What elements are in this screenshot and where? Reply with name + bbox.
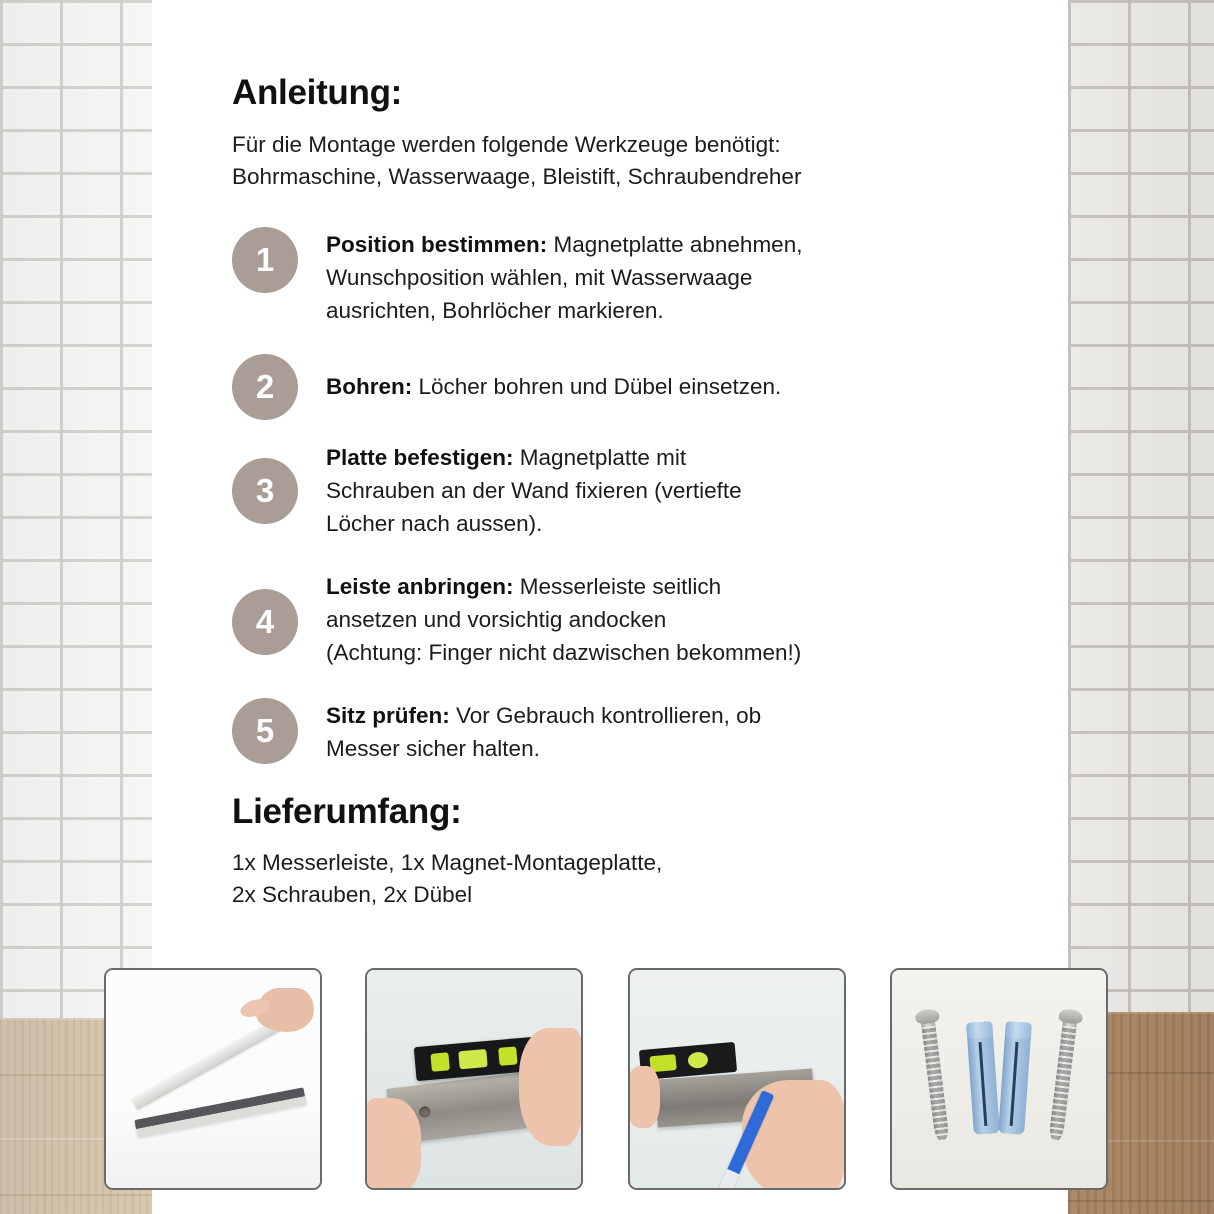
step-1-line-3: ausrichten, Bohrlöcher markieren. xyxy=(326,298,664,324)
photo-3-scene xyxy=(630,970,844,1188)
page-title-scope-of-delivery: Lieferumfang: xyxy=(232,792,462,832)
level-vial-center xyxy=(458,1049,487,1069)
step-text-2 xyxy=(326,370,781,403)
level-vial-left xyxy=(430,1052,450,1072)
step-4-body-1: Messerleiste seitlich xyxy=(513,573,722,599)
wall-plug-graphic-left xyxy=(966,1021,1000,1135)
step-5-line-2: Messer sicher halten. xyxy=(326,735,540,761)
photo-step-remove-magnet-plate xyxy=(104,968,322,1190)
step-number-badge-2: 2 xyxy=(232,354,298,420)
step-number-badge-3: 3 xyxy=(232,458,298,524)
hand-graphic-right xyxy=(519,1028,583,1146)
hand-graphic xyxy=(256,988,314,1032)
step-text-3 xyxy=(326,438,742,541)
step-item-5 xyxy=(232,696,992,766)
photo-strip xyxy=(0,968,1214,1190)
level-vial-right xyxy=(498,1046,518,1066)
step-item-4 xyxy=(232,567,992,670)
step-3-line-3: Löcher nach aussen). xyxy=(326,511,543,537)
page-title-instructions: Anleitung: xyxy=(232,73,403,112)
level-vial-center xyxy=(687,1051,708,1069)
step-3-line-1 xyxy=(326,441,742,474)
instruction-content xyxy=(232,72,992,911)
step-1-body-1: Magnetplatte abnehmen, xyxy=(547,231,803,257)
step-3-title: Platte befestigen: xyxy=(326,444,514,470)
step-4-line-2: ansetzen und vorsichtig andocken xyxy=(326,606,667,632)
hand-graphic-right xyxy=(742,1080,846,1190)
steps-list xyxy=(232,225,992,765)
step-text-1 xyxy=(326,225,802,328)
step-number-badge-4: 4 xyxy=(232,589,298,655)
brick-wall-right xyxy=(1068,0,1214,1018)
wall-plug-graphic-right xyxy=(998,1021,1032,1135)
step-4-title: Leiste anbringen: xyxy=(326,573,514,599)
screw-graphic-right xyxy=(1048,1016,1077,1143)
step-text-4 xyxy=(326,567,801,670)
photo-1-scene xyxy=(106,970,320,1188)
step-2-title: Bohren: xyxy=(326,374,413,400)
step-5-body-1: Vor Gebrauch kontrollieren, ob xyxy=(449,702,762,728)
scope-line-2: 2x Schrauben, 2x Dübel xyxy=(232,882,473,908)
step-1-title: Position bestimmen: xyxy=(326,231,548,257)
screw-graphic-left xyxy=(920,1016,949,1143)
wall-shading-right xyxy=(1068,0,1214,1018)
scope-line-1: 1x Messerleiste, 1x Magnet-Montageplatte, xyxy=(232,850,663,876)
step-3-line-2: Schrauben an der Wand fixieren (vertiefte xyxy=(326,478,742,504)
step-item-1 xyxy=(232,225,992,328)
photo-step-mark-drill-holes xyxy=(628,968,846,1190)
step-text-5 xyxy=(326,696,761,766)
step-1-line-2: Wunschposition wählen, mit Wasserwaage xyxy=(326,265,753,291)
photo-2-scene xyxy=(367,970,581,1188)
step-2-body-1: Löcher bohren und Dübel einsetzen. xyxy=(412,374,782,400)
photo-4-scene xyxy=(892,970,1106,1188)
photo-step-align-with-level xyxy=(365,968,583,1190)
hand-graphic-left xyxy=(365,1098,421,1190)
step-3-body-1: Magnetplatte mit xyxy=(513,444,687,470)
brick-wall-left xyxy=(0,0,152,1018)
tools-intro-line-2: Bohrmaschine, Wasserwaage, Bleistift, Schraubendreher xyxy=(232,163,802,189)
photo-screws-and-wall-plugs xyxy=(890,968,1108,1190)
step-5-title: Sitz prüfen: xyxy=(326,702,450,728)
wall-shading-left xyxy=(0,0,152,1018)
step-2-line-1 xyxy=(326,370,781,403)
step-4-line-1 xyxy=(326,570,801,603)
step-number-badge-5: 5 xyxy=(232,698,298,764)
hand-graphic-left xyxy=(628,1066,660,1128)
step-1-line-1 xyxy=(326,228,802,261)
step-item-3 xyxy=(232,438,992,541)
tools-intro-line-1: Für die Montage werden folgende Werkzeuge benötigt: xyxy=(232,132,781,157)
step-4-line-3: (Achtung: Finger nicht dazwischen bekommen!) xyxy=(326,640,802,666)
tools-intro xyxy=(232,129,992,193)
step-item-2 xyxy=(232,354,992,420)
step-5-line-1 xyxy=(326,699,761,732)
step-number-badge-1: 1 xyxy=(232,227,298,293)
scope-of-delivery-list xyxy=(232,847,992,911)
